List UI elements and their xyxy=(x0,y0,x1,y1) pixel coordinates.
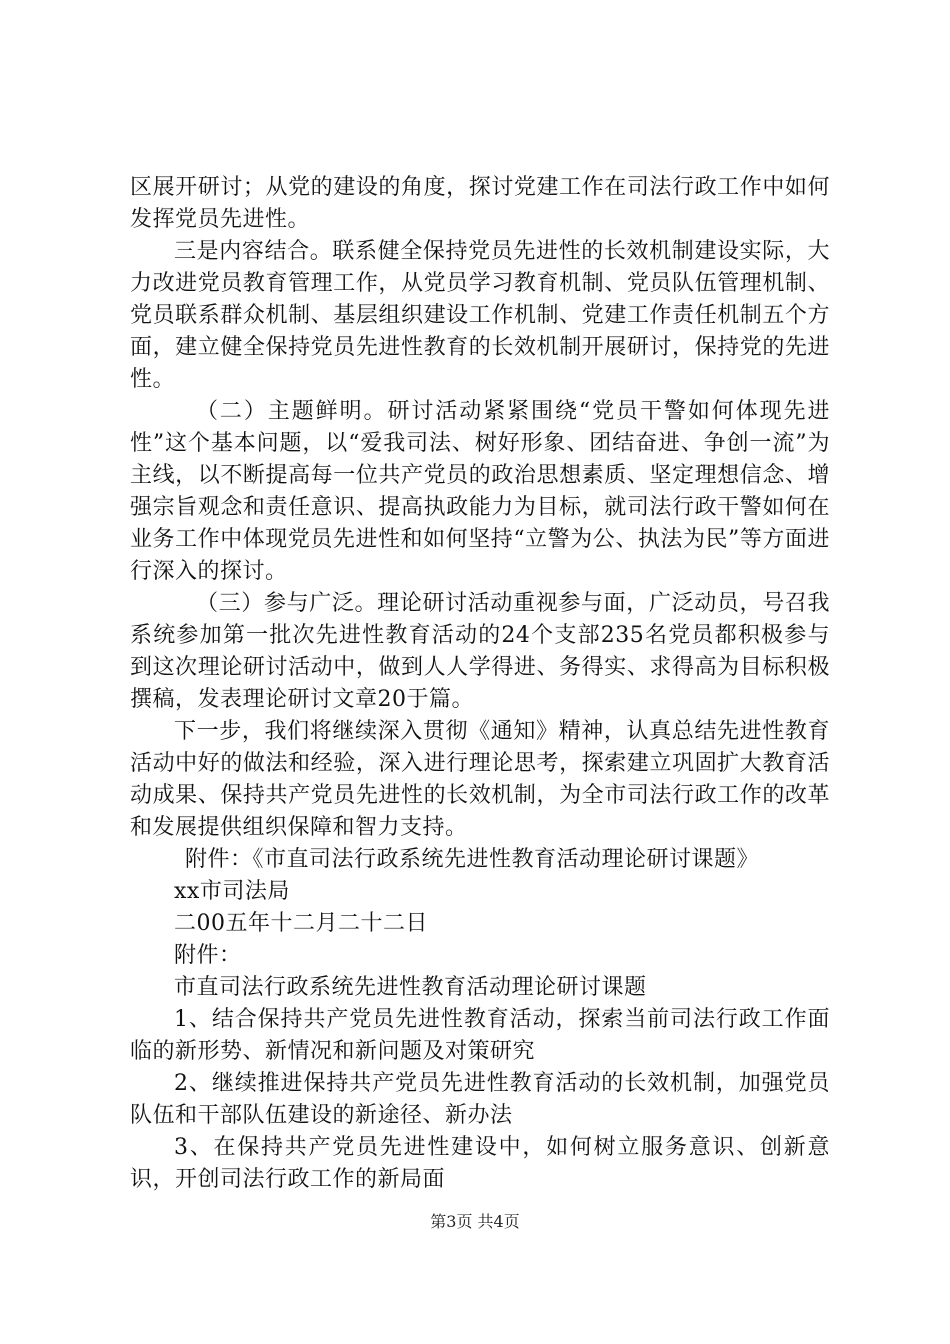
paragraph-next-step: 下一步，我们将继续深入贯彻《通知》精神，认真总结先进性教育活动中好的做法和经验，深入进行理论思考，探索建立巩固扩大教育活动成果、保持共产党员先进性的长效机制，为全市司法行政工作的改革和发展提供组织保障和智力支持。 xyxy=(130,719,830,840)
attachment-label: 附件： xyxy=(174,943,242,968)
attachment-item-1: 1、结合保持共产党员先进性教育活动，探索当前司法行政工作面临的新形势、新情况和新问题及对策研究 xyxy=(130,1007,830,1064)
signature-date: 二00五年十二月二十二日 xyxy=(174,911,428,936)
paragraph-continuation: 区展开研讨；从党的建设的角度，探讨党建工作在司法行政工作中如何发挥党员先进性。 xyxy=(130,175,830,232)
paragraph-content-combination: 三是内容结合。联系健全保持党员先进性的长效机制建设实际，大力改进党员教育管理工作，从党员学习教育机制、党员队伍管理机制、党员联系群众机制、基层组织建设工作机制、党建工作责任机制五个方面，建立健全保持党员先进性教育的长效机制开展研讨，保持党的先进性。 xyxy=(130,239,830,392)
document-body xyxy=(130,172,830,1196)
paragraph-theme: （二）主题鲜明。研讨活动紧紧围绕“党员干警如何体现先进性”这个基本问题，以“爱我司法、树好形象、团结奋进、争创一流”为主线，以不断提高每一位共产党员的政治思想素质、坚定理想信念、增强宗旨观念和责任意识、提高执政能力为目标，就司法行政干警如何在业务工作中体现党员先进性和如何坚持“立警为公、执法为民”等方面进行深入的探讨。 xyxy=(130,399,830,584)
attachment-title: 市直司法行政系统先进性教育活动理论研讨课题 xyxy=(174,975,647,1000)
paragraph-participation: （三）参与广泛。理论研讨活动重视参与面，广泛动员，号召我系统参加第一批次先进性教育活动的24个支部235名党员都积极参与到这次理论研讨活动中，做到人人学得进、务得实、求得高为目标积极撰稿，发表理论研讨文章20于篇。 xyxy=(130,591,830,712)
attachment-item-2: 2、继续推进保持共产党员先进性教育活动的长效机制，加强党员队伍和干部队伍建设的新途径、新办法 xyxy=(130,1071,830,1128)
signature-org: xx市司法局 xyxy=(174,879,290,904)
paragraph-attachment-note: 附件：《市直司法行政系统先进性教育活动理论研讨课题》 xyxy=(185,847,760,872)
page-footer: 第3页 共4页 xyxy=(430,1212,520,1231)
attachment-item-3: 3、在保持共产党员先进性建设中，如何树立服务意识、创新意识，开创司法行政工作的新局面 xyxy=(130,1135,830,1192)
